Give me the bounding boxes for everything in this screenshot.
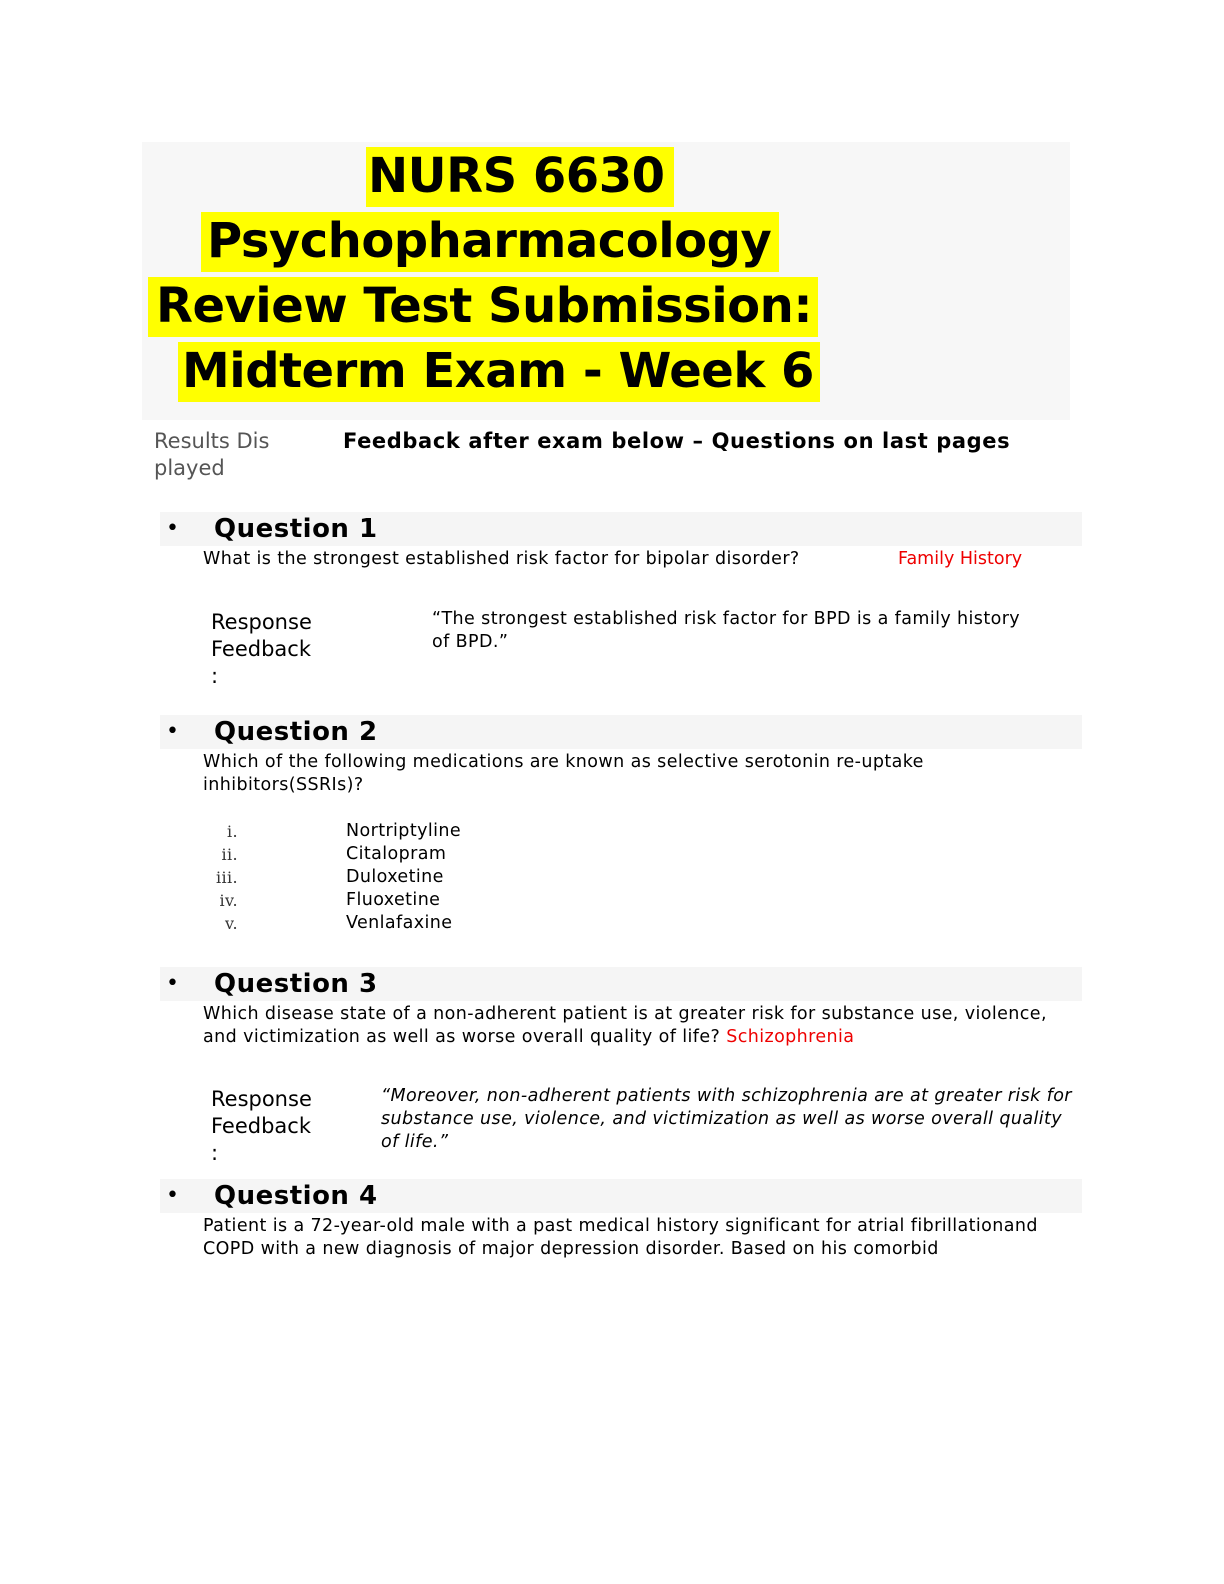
bullet-icon: •	[166, 1183, 179, 1208]
page-title-line-2: Psychopharmacology	[201, 212, 779, 272]
question-1-answer: Family History	[898, 549, 1023, 569]
question-2-text: Which of the following medications are known as selective serotonin re-uptake inhibitors(SSRIs)?	[203, 752, 924, 795]
bullet-icon: •	[166, 516, 179, 541]
question-1-text: What is the strongest established risk factor for bipolar disorder?	[203, 549, 800, 569]
option-number: iii.	[215, 868, 238, 887]
question-1-title: Question 1	[214, 514, 378, 544]
option-number: i.	[226, 822, 238, 841]
option-label: Nortriptyline	[346, 821, 462, 841]
results-displayed-value: Feedback after exam below – Questions on last pages	[343, 429, 1011, 453]
bullet-icon: •	[166, 719, 179, 744]
option-label: Fluoxetine	[346, 890, 441, 910]
option-label: Venlafaxine	[346, 913, 453, 933]
option-number: v.	[224, 914, 238, 933]
question-4-title: Question 4	[214, 1181, 378, 1211]
question-3-title: Question 3	[214, 969, 378, 999]
page-title-line-1: NURS 6630	[366, 147, 674, 207]
option-item	[200, 843, 600, 866]
question-1-header	[160, 512, 1082, 546]
option-item	[200, 889, 600, 912]
option-item	[200, 820, 600, 843]
question-4-header	[160, 1179, 1082, 1213]
page-title-line-4: Midterm Exam - Week 6	[178, 342, 820, 402]
question-4-text: Patient is a 72-year-old male with a past medical history significant for atrial fibrillationand COPD with a new diagnosis of major depression disorder. Based on his comorbid	[203, 1216, 1038, 1259]
question-3-header	[160, 967, 1082, 1001]
question-3-feedback-label: Response Feedback :	[211, 1087, 312, 1165]
question-3-feedback-text: “Moreover, non-adherent patients with schizophrenia are at greater risk for substance use, violence, and victimization as well as worse overall quality of life.”	[381, 1086, 1072, 1152]
question-2-header	[160, 715, 1082, 749]
page-title-line-3: Review Test Submission:	[148, 277, 818, 337]
question-1-feedback-label: Response Feedback :	[211, 610, 312, 688]
results-displayed-label: Results Displayed	[154, 429, 270, 480]
option-label: Citalopram	[346, 844, 447, 864]
question-2-title: Question 2	[214, 717, 378, 747]
bullet-icon: •	[166, 971, 179, 996]
question-3-answer: Schizophrenia	[726, 1027, 855, 1047]
option-item	[200, 866, 600, 889]
option-number: iv.	[219, 891, 238, 910]
option-label: Duloxetine	[346, 867, 444, 887]
option-number: ii.	[221, 845, 238, 864]
question-3-prompt: Which disease state of a non-adherent patient is at greater risk for substance use, violence, and victimization as well as worse overall quality of life?	[203, 1004, 1047, 1047]
question-2-options	[200, 820, 600, 935]
question-3-text	[203, 1003, 1073, 1049]
option-item	[200, 912, 600, 935]
question-1-feedback-text: “The strongest established risk factor for BPD is a family history of BPD.”	[432, 609, 1021, 652]
